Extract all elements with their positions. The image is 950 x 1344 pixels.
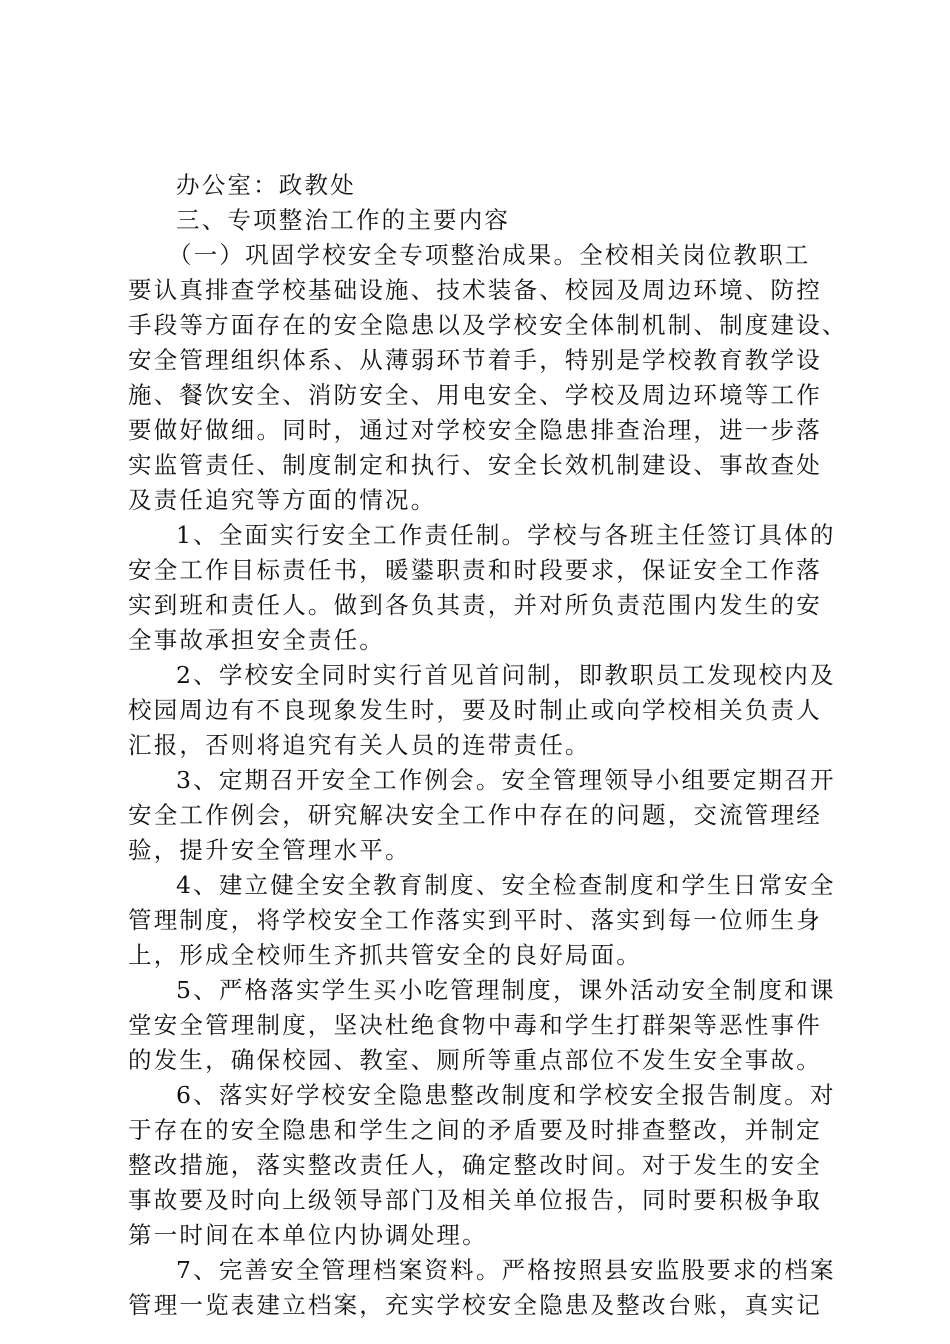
paragraph-line: 实监管责任、制度制定和执行、安全长效机制建设、事故查处 bbox=[128, 451, 822, 479]
paragraph-line: （一）巩固学校安全专项整治成果。全校相关岗位教职工 bbox=[168, 241, 811, 269]
paragraph-line: 施、餐饮安全、消防安全、用电安全、学校及周边环境等工作 bbox=[128, 381, 822, 409]
section-heading: 三、专项整治工作的主要内容 bbox=[176, 206, 511, 234]
paragraph-line: 上，形成全校师生齐抓共管安全的良好局面。 bbox=[128, 941, 642, 969]
paragraph-line: 要认真排查学校基础设施、技术装备、校园及周边环境、防控 bbox=[128, 276, 822, 304]
paragraph-line: 5、严格落实学生买小吃管理制度，课外活动安全制度和课 bbox=[176, 976, 836, 1004]
paragraph-line: 7、完善安全管理档案资料。严格按照县安监股要求的档案 bbox=[176, 1256, 836, 1284]
paragraph-line: 及责任追究等方面的情况。 bbox=[128, 486, 437, 514]
paragraph-line: 要做好做细。同时，通过对学校安全隐患排查治理，进一步落 bbox=[128, 416, 822, 444]
document-body bbox=[128, 168, 848, 1323]
paragraph-line: 第一时间在本单位内协调处理。 bbox=[128, 1221, 488, 1249]
paragraph-line: 1、全面实行安全工作责任制。学校与各班主任签订具体的 bbox=[176, 521, 836, 549]
paragraph-line: 安全工作目标责任书，暖鍙职责和时段要求，保证安全工作落 bbox=[128, 556, 822, 584]
paragraph-line: 安全工作例会，研究解决安全工作中存在的问题，交流管理经 bbox=[128, 801, 822, 829]
paragraph-line: 于存在的安全隐患和学生之间的矛盾要及时排查整改，并制定 bbox=[128, 1116, 822, 1144]
paragraph-line: 3、定期召开安全工作例会。安全管理领导小组要定期召开 bbox=[176, 766, 836, 794]
paragraph-line: 整改措施，落实整改责任人，确定整改时间。对于发生的安全 bbox=[128, 1151, 822, 1179]
paragraph-line: 汇报，否则将追究有关人员的连带责任。 bbox=[128, 731, 591, 759]
paragraph-line: 手段等方面存在的安全隐患以及学校安全体制机制、制度建设、 bbox=[128, 311, 848, 339]
paragraph-line: 事故要及时向上级领导部门及相关单位报告，同时要积极争取 bbox=[128, 1186, 822, 1214]
paragraph-line: 安全管理组织体系、从薄弱环节着手，特别是学校教育教学设 bbox=[128, 346, 822, 374]
paragraph-line: 2、学校安全同时实行首见首问制，即教职员工发现校内及 bbox=[176, 661, 836, 689]
paragraph-line: 校园周边有不良现象发生时，要及时制止或向学校相关负责人 bbox=[128, 696, 822, 724]
paragraph-line: 全事故承担安全责任。 bbox=[128, 626, 385, 654]
office-line: 办公室：政教处 bbox=[176, 171, 356, 199]
paragraph-line: 6、落实好学校安全隐患整改制度和学校安全报告制度。对 bbox=[176, 1081, 836, 1109]
paragraph-line: 4、建立健全安全教育制度、安全检查制度和学生日常安全 bbox=[176, 871, 836, 899]
paragraph-line: 验，提升安全管理水平。 bbox=[128, 836, 411, 864]
paragraph-line: 管理制度，将学校安全工作落实到平时、落实到每一位师生身 bbox=[128, 906, 822, 934]
paragraph-line: 的发生，确保校园、教室、厕所等重点部位不发生安全事故。 bbox=[128, 1046, 822, 1074]
paragraph-line: 管理一览表建立档案，充实学校安全隐患及整改台账，真实记 bbox=[128, 1291, 822, 1319]
paragraph-line: 堂安全管理制度，坚决杜绝食物中毒和学生打群架等恶性事件 bbox=[128, 1011, 822, 1039]
paragraph-line: 实到班和责任人。做到各负其责，并对所负责范围内发生的安 bbox=[128, 591, 822, 619]
